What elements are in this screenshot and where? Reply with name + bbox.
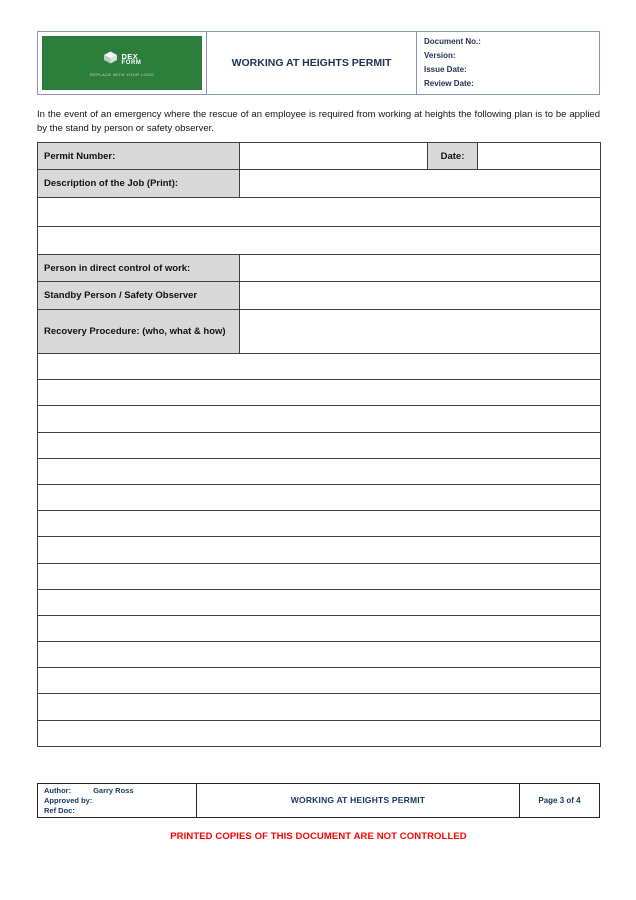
document-title: WORKING AT HEIGHTS PERMIT	[207, 32, 417, 94]
logo-cell	[38, 32, 207, 94]
write-in-cell-11[interactable]	[38, 615, 601, 641]
footer-document-title: WORKING AT HEIGHTS PERMIT	[197, 784, 520, 817]
job-description-write-in-1[interactable]	[38, 198, 601, 227]
recovery-procedure-label: Recovery Procedure: (who, what & how)	[38, 310, 240, 354]
job-description-extra-row-1	[38, 198, 601, 227]
job-description-label: Description of the Job (Print):	[38, 170, 240, 198]
write-in-cell-14[interactable]	[38, 694, 601, 720]
person-in-control-label: Person in direct control of work:	[38, 255, 240, 282]
footer-page-number: Page 3 of 4	[538, 795, 581, 805]
footer-author-label: Author:	[44, 785, 72, 795]
meta-version-label: Version:	[424, 51, 456, 60]
document-meta	[417, 32, 599, 94]
write-in-cell-5[interactable]	[38, 458, 601, 484]
standby-person-label: Standby Person / Safety Observer	[38, 282, 240, 310]
date-label: Date:	[428, 143, 478, 170]
write-in-cell-4[interactable]	[38, 432, 601, 458]
logo-tagline: REPLACE WITH YOUR LOGO	[89, 71, 155, 77]
write-in-row-14	[38, 694, 601, 720]
intro-paragraph: In the event of an emergency where the rescue of an employee is required from working at heights the following plan is to be applied by the stand by person or safety observer.	[37, 109, 600, 134]
write-in-row-11	[38, 615, 601, 641]
footer-author-value: Garry Ross	[93, 785, 134, 795]
page-content	[37, 0, 600, 842]
write-in-cell-10[interactable]	[38, 589, 601, 615]
write-in-cell-3[interactable]	[38, 406, 601, 432]
meta-issue-date-label: Issue Date:	[424, 65, 467, 74]
write-in-cell-7[interactable]	[38, 511, 601, 537]
document-header-table	[37, 31, 600, 95]
footer-authorship-cell	[38, 784, 197, 817]
write-in-cell-9[interactable]	[38, 563, 601, 589]
job-description-field[interactable]	[240, 170, 601, 198]
company-logo	[42, 36, 202, 90]
logo-brand-text	[121, 53, 141, 66]
date-field[interactable]	[478, 143, 601, 170]
write-in-row-9	[38, 563, 601, 589]
document-footer-table	[37, 783, 600, 818]
permit-number-field[interactable]	[240, 143, 428, 170]
permit-number-row	[38, 143, 601, 170]
write-in-row-8	[38, 537, 601, 563]
uncontrolled-copy-notice: PRINTED COPIES OF THIS DOCUMENT ARE NOT CONTROLLED	[170, 830, 467, 842]
write-in-row-15	[38, 720, 601, 746]
recovery-procedure-field[interactable]	[240, 310, 601, 354]
write-in-cell-15[interactable]	[38, 720, 601, 746]
write-in-cell-1[interactable]	[38, 354, 601, 380]
logo-brand-line2: FORM	[121, 60, 142, 66]
write-in-row-3	[38, 406, 601, 432]
permit-number-label: Permit Number:	[38, 143, 240, 170]
footer-approved-by-label: Approved by:	[44, 795, 93, 805]
recovery-procedure-row	[38, 310, 601, 354]
write-in-row-2	[38, 380, 601, 406]
write-in-row-1	[38, 354, 601, 380]
write-in-cell-12[interactable]	[38, 642, 601, 668]
cube-logo-icon	[102, 50, 119, 70]
standby-person-field[interactable]	[240, 282, 601, 310]
meta-document-no-label: Document No.:	[424, 37, 481, 46]
footer-ref-doc-label: Ref Doc:	[44, 805, 75, 815]
write-in-cell-6[interactable]	[38, 484, 601, 510]
write-in-cell-8[interactable]	[38, 537, 601, 563]
write-in-cell-13[interactable]	[38, 668, 601, 694]
write-in-row-7	[38, 511, 601, 537]
meta-review-date-label: Review Date:	[424, 79, 474, 88]
job-description-write-in-2[interactable]	[38, 227, 601, 255]
write-in-row-5	[38, 458, 601, 484]
person-in-control-field[interactable]	[240, 255, 601, 282]
person-in-control-row	[38, 255, 601, 282]
write-in-row-12	[38, 642, 601, 668]
standby-person-row	[38, 282, 601, 310]
write-in-row-4	[38, 432, 601, 458]
write-in-cell-2[interactable]	[38, 380, 601, 406]
logo-brand-line1: DEX	[121, 52, 139, 61]
write-in-row-10	[38, 589, 601, 615]
permit-form-table	[37, 142, 601, 747]
job-description-extra-row-2	[38, 227, 601, 255]
write-in-row-6	[38, 484, 601, 510]
job-description-row	[38, 170, 601, 198]
write-in-row-13	[38, 668, 601, 694]
